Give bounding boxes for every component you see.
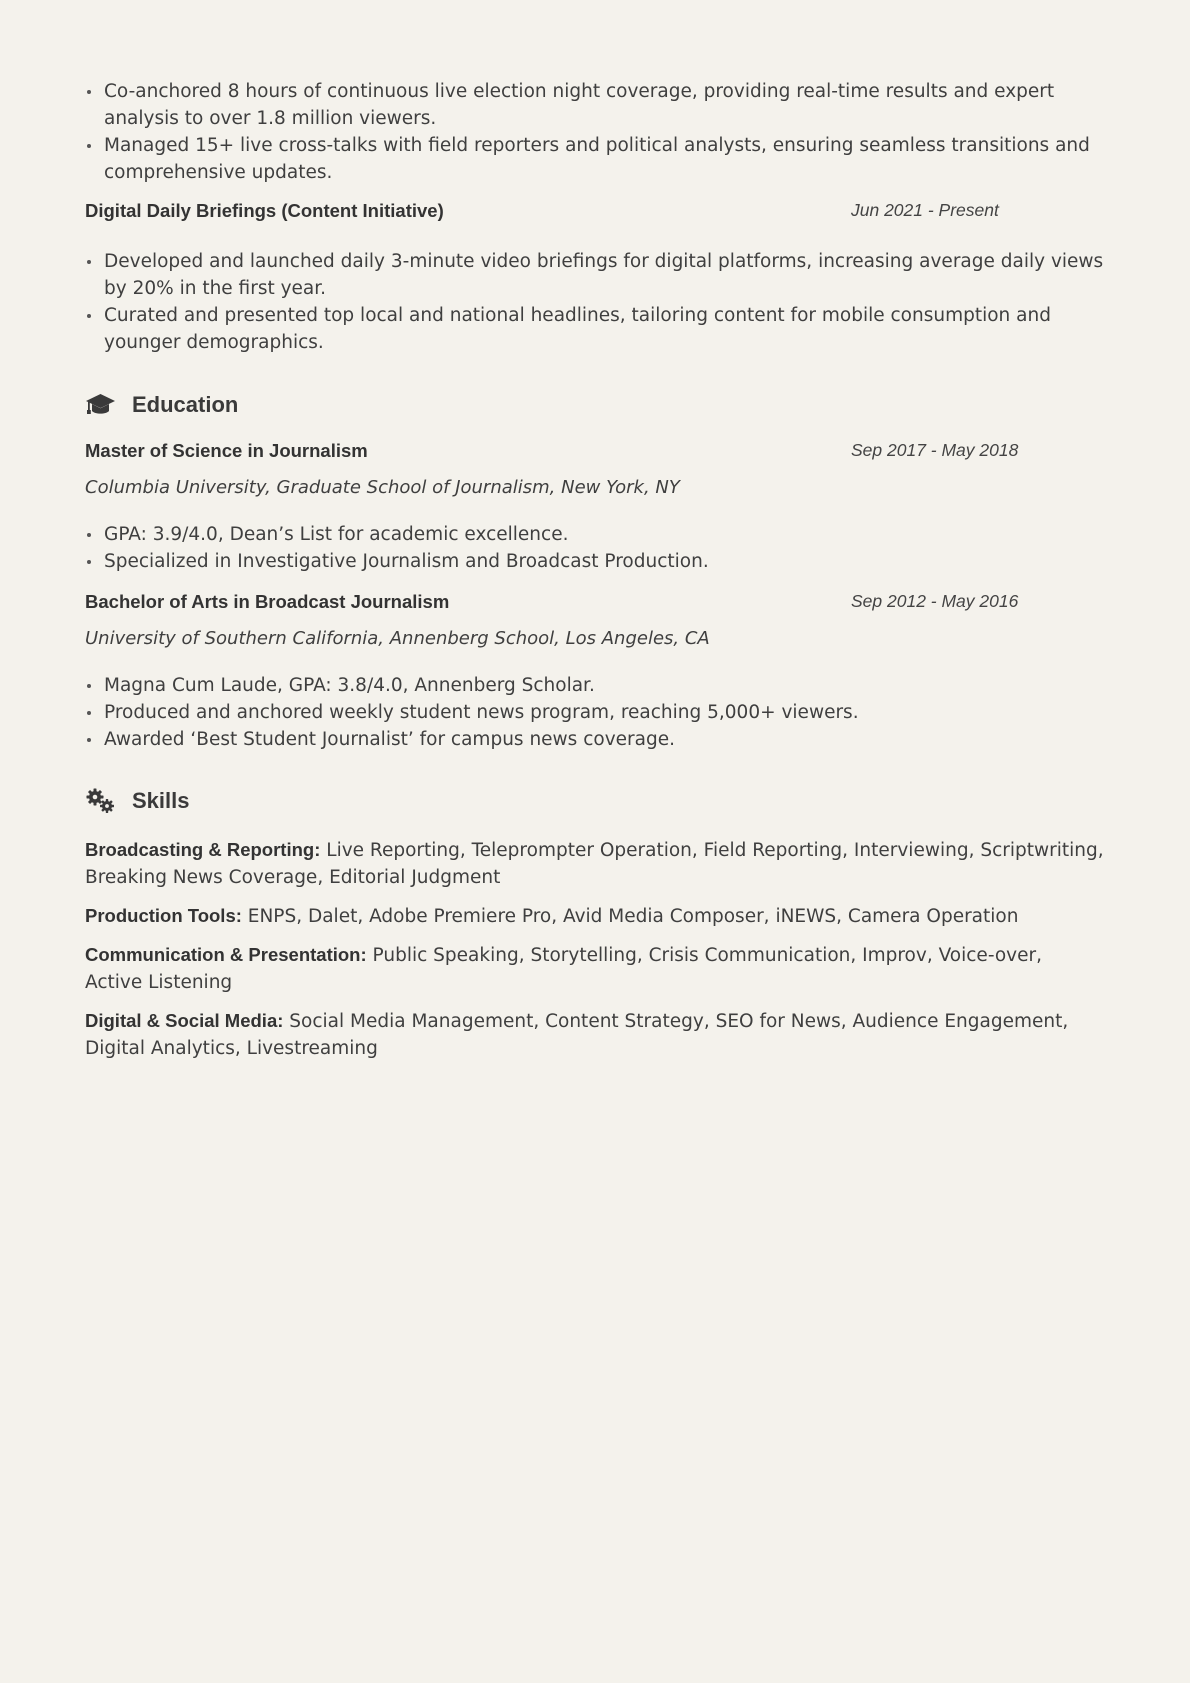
skill-text: Live Reporting, Teleprompter Operation, Field Reporting, Interviewing, Scriptwriting, Breaking News Coverage, Editorial Judgment <box>85 840 1104 888</box>
education-section <box>85 390 1105 753</box>
entry-header <box>85 591 1105 618</box>
resume-page <box>85 78 1105 1062</box>
list-item: GPA: 3.9/4.0, Dean’s List for academic excellence. <box>85 521 1105 548</box>
skills-list <box>85 836 1105 1062</box>
list-item: Produced and anchored weekly student news program, reaching 5,000+ viewers. <box>85 699 1105 726</box>
experience-entry <box>85 200 1105 356</box>
entry-date: Sep 2012 - May 2016 <box>851 591 1019 611</box>
skill-label: Communication & Presentation: <box>85 944 367 965</box>
entry-degree: Bachelor of Arts in Broadcast Journalism <box>85 591 450 612</box>
list-item: Co-anchored 8 hours of continuous live election night coverage, providing real-time results and expert analysis to over 1.8 million viewers. <box>85 78 1105 132</box>
skills-section <box>85 786 1105 1062</box>
skill-item <box>85 941 1105 996</box>
skill-label: Broadcasting & Reporting: <box>85 839 321 860</box>
list-item: Curated and presented top local and national headlines, tailoring content for mobile consumption and younger demographics. <box>85 302 1105 356</box>
gears-icon <box>85 788 116 814</box>
entry-degree: Master of Science in Journalism <box>85 440 368 461</box>
skill-label: Production Tools: <box>85 905 242 926</box>
list-item: Specialized in Investigative Journalism and Broadcast Production. <box>85 548 1105 575</box>
entry-date: Sep 2017 - May 2018 <box>851 440 1019 460</box>
entry-title: Digital Daily Briefings (Content Initiative) <box>85 200 444 221</box>
section-title: Education <box>132 392 239 417</box>
entry-bullets <box>85 672 1105 753</box>
experience-bullets <box>85 78 1105 186</box>
list-item: Awarded ‘Best Student Journalist’ for campus news coverage. <box>85 726 1105 753</box>
list-item: Magna Cum Laude, GPA: 3.8/4.0, Annenberg Scholar. <box>85 672 1105 699</box>
skill-text: ENPS, Dalet, Adobe Premiere Pro, Avid Media Composer, iNEWS, Camera Operation <box>247 906 1019 927</box>
skill-text: Public Speaking, Storytelling, Crisis Communication, Improv, Voice-over, Active Listening <box>85 945 1042 993</box>
entry-school: University of Southern California, Annenberg School, Los Angeles, CA <box>85 628 710 649</box>
skill-item <box>85 1007 1105 1062</box>
entry-bullets <box>85 248 1105 356</box>
entry-bullets <box>85 521 1105 575</box>
graduation-cap-icon <box>85 392 116 418</box>
education-entry <box>85 591 1105 753</box>
skill-item <box>85 902 1105 930</box>
entry-date: Jun 2021 - Present <box>851 200 999 220</box>
skill-item <box>85 836 1105 891</box>
skill-label: Digital & Social Media: <box>85 1010 284 1031</box>
section-title: Skills <box>132 788 190 813</box>
entry-header <box>85 440 1105 467</box>
entry-header <box>85 200 1105 227</box>
education-entry <box>85 440 1105 575</box>
section-header <box>85 786 1105 816</box>
section-header <box>85 390 1105 420</box>
skill-text: Social Media Management, Content Strategy, SEO for News, Audience Engagement, Digital Analytics, Livestreaming <box>85 1011 1069 1059</box>
list-item: Managed 15+ live cross-talks with field reporters and political analysts, ensuring seamless transitions and comprehensive updates. <box>85 132 1105 186</box>
list-item: Developed and launched daily 3-minute video briefings for digital platforms, increasing average daily views by 20% in the first year. <box>85 248 1105 302</box>
entry-school: Columbia University, Graduate School of Journalism, New York, NY <box>85 477 680 498</box>
